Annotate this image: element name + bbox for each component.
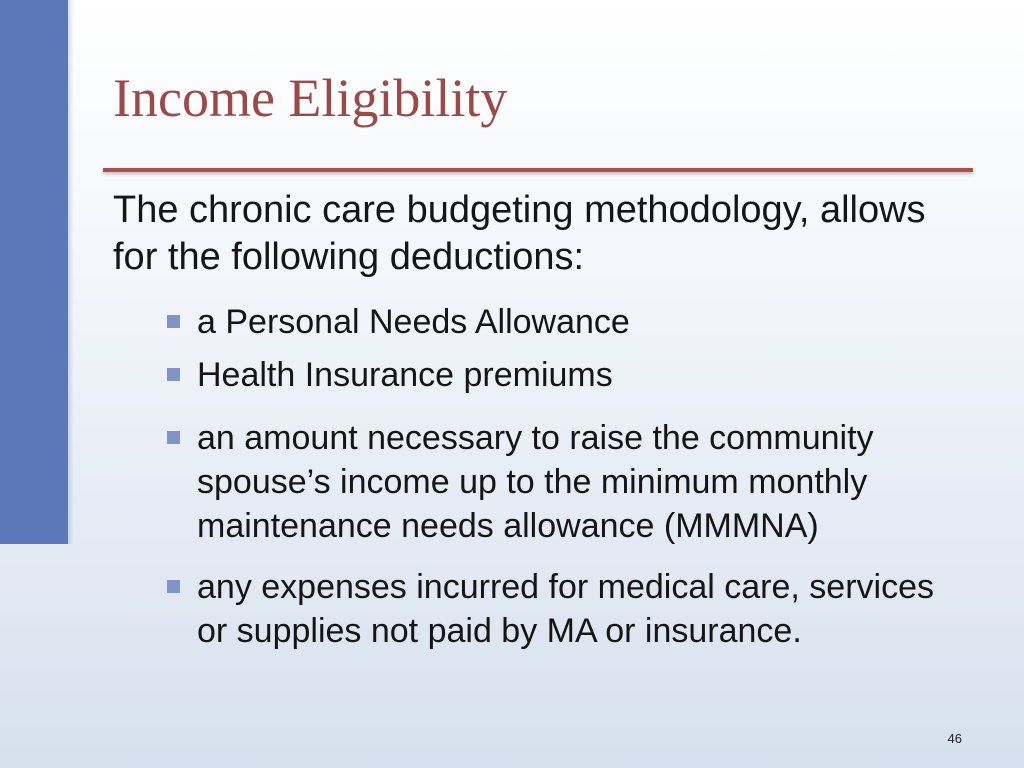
square-bullet-icon (167, 315, 180, 328)
slide-title: Income Eligibility (113, 68, 508, 128)
list-item (167, 300, 957, 344)
list-item-text: an amount necessary to raise the community spouse’s income up to the minimum monthly maintenance needs allowance (MMMNA) (197, 419, 874, 545)
square-bullet-icon (167, 431, 180, 444)
list-item (167, 353, 957, 397)
accent-sidebar (0, 0, 68, 544)
list-item-text: Health Insurance premiums (197, 356, 613, 394)
title-divider (103, 168, 973, 172)
list-item-text: a Personal Needs Allowance (197, 303, 630, 341)
page-number: 46 (947, 731, 962, 746)
square-bullet-icon (167, 368, 180, 381)
intro-text: The chronic care budgeting methodology, allows for the following deductions: (113, 189, 926, 278)
square-bullet-icon (167, 580, 180, 593)
list-item (167, 565, 957, 653)
list-item-text: any expenses incurred for medical care, services or supplies not paid by MA or insurance. (197, 568, 934, 650)
list-item (167, 416, 957, 548)
